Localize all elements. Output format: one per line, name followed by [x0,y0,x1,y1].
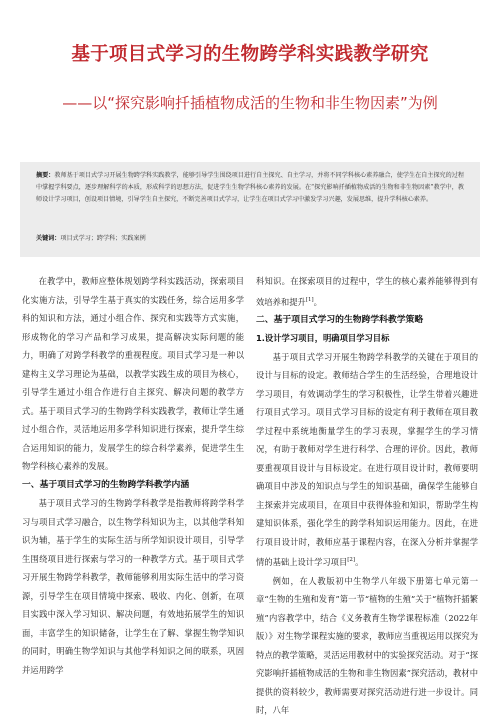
citation: [2] [347,557,356,564]
section-heading-2: 二、基于项目式学习的生物跨学科教学策略 [256,314,424,325]
right-column [256,272,478,720]
body-paragraph: 科知识。在探索项目的过程中，学生的核心素养能够得到有效培养和提升[1]。 [256,276,478,307]
left-column [22,272,244,679]
subsection-heading-1: 1.设计学习项目，明确项目学习目标 [256,333,390,344]
citation: [1] [305,296,314,303]
section-heading-1: 一、基于项目式学习的生物跨学科教学内涵 [22,479,190,490]
keywords-label: 关键词： [36,235,61,242]
body-paragraph: 例如，在人教版初中生物学八年级下册第七单元第一章“生物的生殖和发育”第一节“植物的生殖”关于“植物扦插繁殖”内容教学中，结合《义务教育生物学课程标准（2022年版）》对生物学课程实施的要求，教师应当重视运用以探究为特点的教学策略，灵活运用教材中的实验探究活动。对于“探究影响扦插植物成活的生物和非生物因素”探究活动，教材中提供的资料较少，教师需要对探究活动进行进一步设计。同时，八年 [256,575,478,716]
body-paragraph: 基于项目式学习的生物跨学科教学是指教师将跨学科学习与项目式学习融合，以生物学科知识为主，以其他学科知识为辅，基于学生的实际生活与所学知识设计项目，引导学生围绕项目进行探索与学习的一种教学方式。基于项目式学习开展生物跨学科教学，教师能够利用实际生活中的学习资源，引导学生在项目情境中探索、吸收、内化、创新，在项目实践中深入学习知识、解决问题，有效地拓展学生的知识面，丰富学生的知识储备，让学生在了解、掌握生物学知识的同时，明确生物学知识与其他学科知识之间的联系，巩固并运用跨学 [22,498,244,675]
abstract [36,170,464,206]
body-paragraph: 基于项目式学习开展生物跨学科教学的关键在于项目的设计与目标的设定。教师结合学生的生活经验，合理地设计学习项目，有效调动学生的学习积极性，让学生带着兴趣进行项目式学习。项目式学习目标的设定有利于教师在项目教学过程中系统地衡量学生的学习表现，掌握学生的学习情况，有助于教师对学生进行科学、合理的评价。因此，教师要重视项目设计与目标设定。在进行项目设计时，教师要明确项目中涉及的知识点与学生的知识基础，确保学生能够自主探索并完成项目，在项目中获得体验和知识，帮助学生构建知识体系，强化学生的跨学科知识运用能力。因此，在进行项目设计时，教师应基于课程内容，在深入分析并掌握学情的基础上设计学习项目[2]。 [256,351,478,568]
keywords-text: 项目式学习；跨学科；实践案例 [60,235,146,242]
abstract-text: 教师基于项目式学习开展生物跨学科实践教学，能够引导学生围绕项目进行自主探究、自主学习，并将不同学科核心素养融合，使学生在自主探究的过程中掌握学科要点，逐步理解科学的本质，形成科学的思想方法，促进学生生物学科核心素养的发展。在“探究影响扦插植物成活的生物和非生物因素”教学中，教师设计学习项目，创设项目情境，引导学生自主探究，不断完善项目式学习，让学生在项目式学习中激发学习兴趣，发展思维，提升学科核心素养。 [36,172,464,203]
article-title: 基于项目式学习的生物跨学科实践教学研究 [71,44,429,65]
keywords [36,233,146,242]
article-subtitle: ——以“探究影响扦插植物成活的生物和非生物因素”为例 [62,94,438,112]
body-paragraph: 在教学中，教师应整体规划跨学科实践活动，探索项目化实施方法，引导学生基于真实的实践任务，综合运用多学科的知识和方法，通过小组合作、探究和实践等方式实施，形成物化的学习产品和学习成果，提高解决实际问题的能力，明确了对跨学科教学的重视程度。项目式学习是一种以建构主义学习理论为基础，以教学实践生成的项目为核心，引导学生通过小组合作进行自主探究、解决问题的教学方式。基于项目式学习的生物跨学科实践教学，教师让学生通过小组合作，灵活地运用多学科知识进行探索，提升学生综合运用知识的能力，发展学生的综合科学素养，促进学生生物学科核心素养的发展。 [22,276,244,471]
abstract-label: 摘要： [36,172,55,179]
abstract-box [20,162,480,257]
